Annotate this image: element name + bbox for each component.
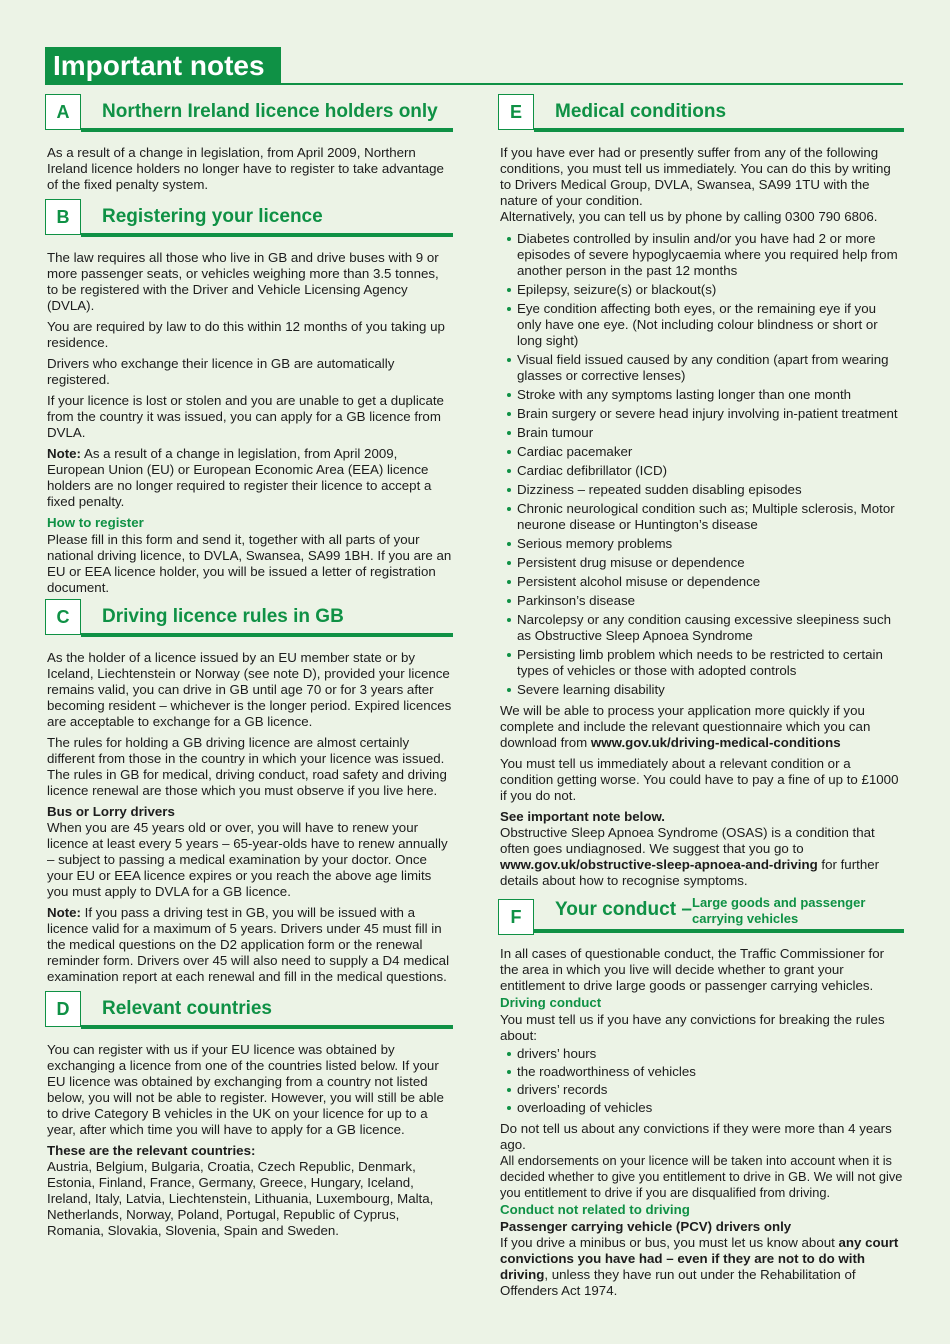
section-f-title bbox=[555, 899, 692, 921]
section-e-title: Medical conditions bbox=[555, 101, 727, 122]
section-c bbox=[45, 599, 453, 985]
section-b-note-text: As a result of a change in legislation, from April 2009, European Union (EU) or European Economic Area (EEA) licence holders are no longer required to register their licence to accept a fixed penalty. bbox=[47, 446, 432, 509]
relevant-countries-heading: These are the relevant countries: bbox=[47, 1143, 256, 1158]
section-b-para-1: The law requires all those who live in GB and drive buses with 9 or more passenger seats, or vehicles weighing more than 3.5 tonnes, to be registered with the Driver and Vehicle Licensing Agency (DVLA). bbox=[47, 250, 439, 313]
section-f-header bbox=[498, 895, 904, 935]
section-c-note bbox=[47, 905, 453, 985]
section-b-header bbox=[45, 199, 453, 239]
section-b-title: Registering your licence bbox=[102, 206, 323, 227]
section-e-para-2-text: We will be able to process your application more quickly if you complete and include the relevant questionnaire which you can download from bbox=[500, 703, 871, 750]
section-a-letter: A bbox=[45, 94, 81, 130]
section-c-note-label: Note: bbox=[47, 905, 81, 920]
section-e-para-4 bbox=[500, 825, 904, 889]
section-a-text: As a result of a change in legislation, from April 2009, Northern Ireland licence holders no longer have to register to take advantage of the fixed penalty system. bbox=[47, 145, 444, 192]
list-item: overloading of vehicles bbox=[498, 1100, 904, 1116]
medical-conditions-link[interactable]: www.gov.uk/driving-medical-conditions bbox=[590, 735, 841, 750]
list-item: Serious memory problems bbox=[498, 536, 904, 552]
list-item: Visual field issued caused by any condition (apart from wearing glasses or corrective lenses) bbox=[498, 352, 904, 384]
list-item: Cardiac pacemaker bbox=[498, 444, 904, 460]
section-e-header bbox=[498, 94, 904, 134]
list-item: Persistent drug misuse or dependence bbox=[498, 555, 904, 571]
section-f-rule bbox=[534, 929, 904, 933]
section-f-para-5-b: any court convictions you have had – even if they are not to do with driving bbox=[500, 1235, 899, 1282]
list-item: Epilepsy, seizure(s) or blackout(s) bbox=[498, 282, 904, 298]
section-f-para-5-c: , unless they have run out under the Rehabilitation of Offenders Act 1974. bbox=[500, 1267, 856, 1298]
list-item: Parkinson’s disease bbox=[498, 593, 904, 609]
list-item: drivers’ hours bbox=[498, 1046, 904, 1062]
section-c-para-1: As the holder of a licence issued by an EU member state or by Iceland, Liechtenstein or Norway (see note D), provided your licence remains valid, you can drive in GB until age 70 or for 3 years after becoming resident – whichever is the longer period. Expired licences are acceptable to exchange for a GB licence. bbox=[47, 650, 452, 729]
section-f-para-5 bbox=[500, 1235, 904, 1299]
section-f-para-3: Do not tell us about any convictions if they were more than 4 years ago. bbox=[500, 1121, 892, 1152]
driving-conduct-heading: Driving conduct bbox=[500, 995, 602, 1010]
section-e-para-2 bbox=[500, 703, 904, 751]
conduct-not-driving-heading: Conduct not related to driving bbox=[500, 1202, 690, 1217]
section-e-para-1 bbox=[500, 145, 904, 225]
list-item: Dizziness – repeated sudden disabling episodes bbox=[498, 482, 904, 498]
section-d-rule bbox=[81, 1025, 453, 1029]
rules-list bbox=[498, 1046, 904, 1116]
list-item: Brain surgery or severe head injury involving in-patient treatment bbox=[498, 406, 904, 422]
section-f-subtitle-line-2: carrying vehicles bbox=[692, 911, 799, 926]
see-important-note: See important note below. bbox=[500, 809, 665, 824]
section-c-title: Driving licence rules in GB bbox=[102, 606, 344, 627]
section-d bbox=[45, 991, 453, 1239]
left-column bbox=[45, 94, 453, 1244]
section-c-note-text: If you pass a driving test in GB, you will be issued with a licence valid for a maximum of 5 years. Drivers under 45 must fill in the medical questions on the D2 application form or the renewal reminder form. Drivers over 45 will also need to supply a D4 medical examination report at each renewal and fill in the medical questions. bbox=[47, 905, 450, 984]
section-e-letter: E bbox=[498, 94, 534, 130]
section-c-para-3: When you are 45 years old or over, you will have to renew your licence at least every 5 years – 65-year-olds have to renew annually – subject to passing a medical examination by your doctor. Once your EU or EEA licence expires or you reach the above age limits you must apply to DVLA for a GB licence. bbox=[47, 820, 448, 899]
section-c-letter: C bbox=[45, 599, 81, 635]
how-to-register-text: Please fill in this form and send it, together with all parts of your national driving licence, to DVLA, Swansea, SA99 1BH. If you are an EU or EEA licence holder, you will be issued a letter of registration document. bbox=[47, 532, 452, 595]
bus-lorry-heading: Bus or Lorry drivers bbox=[47, 804, 175, 819]
list-item: Persistent alcohol misuse or dependence bbox=[498, 574, 904, 590]
section-b-para-2: You are required by law to do this within 12 months of you taking up residence. bbox=[47, 319, 445, 350]
section-f-para-2: You must tell us if you have any convictions for breaking the rules about: bbox=[500, 1012, 885, 1043]
section-b-para-3: Drivers who exchange their licence in GB are automatically registered. bbox=[47, 356, 395, 387]
page-title: Important notes bbox=[45, 47, 281, 84]
section-b bbox=[45, 199, 453, 596]
section-f-letter: F bbox=[498, 899, 534, 935]
list-item: Narcolepsy or any condition causing excessive sleepiness such as Obstructive Sleep Apnoea Syndrome bbox=[498, 612, 904, 644]
section-b-note-label: Note: bbox=[47, 446, 81, 461]
relevant-countries-list: Austria, Belgium, Bulgaria, Croatia, Czech Republic, Denmark, Estonia, Finland, France, Germany, Greece, Hungary, Iceland, Ireland, Italy, Latvia, Liechtenstein, Lithuania, Luxembourg, Malta, Netherlands, Norway, Poland, Portugal, Republic of Cyprus, Romania, Slovakia, Slovenia, Spain and Sweden. bbox=[47, 1159, 434, 1238]
section-e-para-3: You must tell us immediately about a relevant condition or a condition getting worse. You could have to pay a fine of up to £1000 if you do not. bbox=[500, 756, 899, 803]
section-b-note bbox=[47, 446, 453, 510]
section-b-para-4: If your licence is lost or stolen and you are unable to get a duplicate from the country it was issued, you can apply for a GB licence from DVLA. bbox=[47, 393, 444, 440]
how-to-register-heading: How to register bbox=[47, 515, 144, 530]
section-c-header bbox=[45, 599, 453, 639]
section-e-para-4-text: Obstructive Sleep Apnoea Syndrome (OSAS) is a condition that often goes undiagnosed. We suggest that you go to bbox=[500, 825, 875, 856]
section-c-para-2: The rules for holding a GB driving licence are almost certainly different from those in the country in which your licence was issued. The rules in GB for medical, driving conduct, road safety and driving licence renewal are those which you must observe if you live here. bbox=[47, 735, 447, 798]
section-a bbox=[45, 94, 453, 193]
sleep-apnoea-link[interactable]: www.gov.uk/obstructive-sleep-apnoea-and-driving bbox=[500, 857, 818, 872]
section-f bbox=[498, 895, 904, 1299]
section-f-subtitle-line-1: Large goods and passenger bbox=[692, 895, 866, 910]
section-f-para-4: All endorsements on your licence will be taken into account when it is decided whether to give you entitlement to drive in GB. We will not give you entitlement to drive if you are disqualified from driving. bbox=[500, 1153, 903, 1200]
section-f-para-5-a: If you drive a minibus or bus, you must let us know about bbox=[500, 1235, 839, 1250]
section-d-letter: D bbox=[45, 991, 81, 1027]
list-item: Cardiac defibrillator (ICD) bbox=[498, 463, 904, 479]
list-item: Chronic neurological condition such as; Multiple sclerosis, Motor neurone disease or Huntington’s disease bbox=[498, 501, 904, 533]
list-item: Severe learning disability bbox=[498, 682, 904, 698]
section-b-rule bbox=[81, 233, 453, 237]
list-item: drivers’ records bbox=[498, 1082, 904, 1098]
list-item: Persisting limb problem which needs to be restricted to certain types of vehicles or those with adopted controls bbox=[498, 647, 904, 679]
section-b-letter: B bbox=[45, 199, 81, 235]
section-a-title: Northern Ireland licence holders only bbox=[102, 101, 438, 122]
list-item: Diabetes controlled by insulin and/or you have had 2 or more episodes of severe hypoglycaemia where you required help from another person in the past 12 months bbox=[498, 231, 904, 279]
pcv-heading: Passenger carrying vehicle (PCV) drivers only bbox=[500, 1219, 792, 1234]
section-f-para-1: In all cases of questionable conduct, the Traffic Commissioner for the area in which you live will decide whether to grant your entitlement to drive large goods or passenger carrying vehicles. bbox=[500, 946, 885, 993]
section-e bbox=[498, 94, 904, 889]
list-item: Stroke with any symptoms lasting longer than one month bbox=[498, 387, 904, 403]
section-f-subtitle bbox=[692, 895, 865, 927]
section-f-title-dash: – bbox=[681, 899, 692, 920]
list-item: the roadworthiness of vehicles bbox=[498, 1064, 904, 1080]
right-column bbox=[498, 94, 904, 1304]
section-d-para-1: You can register with us if your EU licence was obtained by exchanging a licence from one of the countries listed below. If your EU licence was obtained by exchanging from a country not listed below, you will not be able to register. However, you will still be able to drive Category B vehicles in the UK on your licence for up to a year, after which time you will have to apply for a GB licence. bbox=[47, 1042, 444, 1137]
medical-conditions-list bbox=[498, 231, 904, 698]
section-a-header bbox=[45, 94, 453, 134]
section-a-rule bbox=[81, 128, 453, 132]
section-d-title: Relevant countries bbox=[102, 998, 272, 1019]
section-e-phone-text: Alternatively, you can tell us by phone by calling 0300 790 6806. bbox=[500, 209, 878, 224]
list-item: Eye condition affecting both eyes, or the remaining eye if you only have one eye. (Not including colour blindness or short or long sight) bbox=[498, 301, 904, 349]
section-e-rule bbox=[534, 128, 904, 132]
section-f-title-text: Your conduct bbox=[555, 899, 677, 920]
section-e-para-4-end: for further details about how to recognise symptoms. bbox=[500, 857, 880, 888]
section-d-header bbox=[45, 991, 453, 1031]
list-item: Brain tumour bbox=[498, 425, 904, 441]
title-divider bbox=[45, 83, 903, 85]
section-e-para-1-main: If you have ever had or presently suffer from any of the following conditions, you must tell us immediately. You can do this by writing to Drivers Medical Group, DVLA, Swansea, SA99 1TU with the nature of your condition. bbox=[500, 145, 891, 208]
section-c-rule bbox=[81, 633, 453, 637]
